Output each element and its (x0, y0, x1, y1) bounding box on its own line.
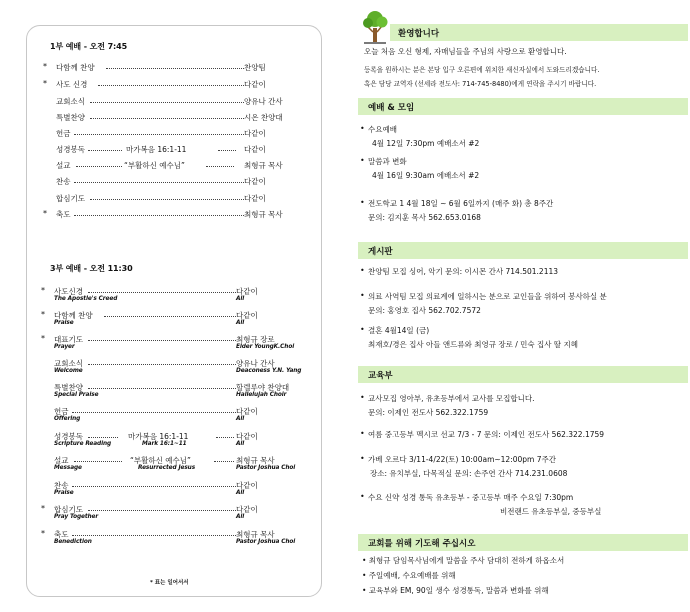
program-label: 설교 (56, 161, 71, 170)
program-value: 시온 찬양대 (244, 113, 283, 122)
program-row (41, 310, 288, 326)
program-value-en: All (236, 490, 245, 496)
first-service-title: 1부 예배 - 오전 7:45 (50, 42, 128, 51)
bullet: • (360, 325, 365, 334)
program-value: 다같이 (236, 287, 258, 296)
program-value: 다같이 (236, 432, 258, 441)
medical-team-recruit: 의료 사역팀 모집 의료계에 일하시는 분으로 교인들을 위하여 봉사하실 분 (368, 292, 607, 301)
leader-dots (88, 150, 122, 151)
bible-reading: 수요 신약 성경 통독 유초등부 - 중고등부 매주 수요일 7:30pm (368, 493, 574, 502)
program-star: * (43, 62, 47, 71)
program-label-en: Pray Together (54, 514, 99, 520)
teacher-recruit: 교사모집 영아부, 유초등부에서 교사를 모집합니다. (368, 394, 535, 403)
word-change-title: 말씀과 변화 (368, 157, 407, 166)
program-label: 사도신경 (54, 287, 83, 296)
gabe-orda-detail: 장소: 유치부실, 다목적실 문의: 손주연 간사 714.231.0608 (370, 469, 568, 478)
program-value: 최형규 목사 (236, 530, 275, 539)
program-value-en: Pastor Joshua Choi (236, 465, 296, 471)
bullet: • (360, 156, 365, 165)
program-row (44, 431, 288, 447)
program-value: 다같이 (244, 145, 266, 154)
program-star: * (41, 529, 45, 538)
program-scripture-en: Resurrected Jesus (138, 465, 196, 471)
leader-dots (104, 316, 236, 317)
program-row (46, 96, 290, 108)
program-row (43, 79, 290, 91)
leader-dots (90, 102, 244, 103)
leader-dots (76, 166, 122, 167)
program-label-en: Message (54, 465, 82, 471)
program-label: 합심기도 (54, 505, 83, 514)
program-row (43, 62, 290, 74)
leader-dots (90, 118, 244, 119)
leader-dots (88, 510, 236, 511)
teacher-recruit-contact: 문의: 이제인 전도사 562.322.1759 (368, 408, 489, 417)
program-star: * (41, 310, 45, 319)
program-value: 다같이 (236, 481, 258, 490)
program-value-en: All (236, 296, 245, 302)
program-row (46, 176, 290, 188)
program-label: 성경봉독 (54, 432, 83, 441)
program-value: 최형규 목사 (236, 456, 275, 465)
program-label: 특별찬양 (56, 113, 85, 122)
program-star: * (41, 334, 45, 343)
program-value: 최형규 장로 (236, 335, 275, 344)
leader-dots (88, 292, 236, 293)
program-row (46, 112, 290, 124)
leader-dots (74, 461, 122, 462)
leader-dots (72, 412, 236, 413)
program-label: 교회소식 (54, 359, 83, 368)
leader-dots (206, 166, 234, 167)
worship-header: 예배 & 모임 (358, 98, 688, 115)
bullet: • (360, 266, 365, 275)
leader-dots (88, 364, 236, 365)
leader-dots (88, 388, 236, 389)
leader-dots (74, 182, 244, 183)
program-value-en: Deaconess Y.N. Yang (236, 368, 302, 374)
program-value: 최형규 목사 (244, 210, 283, 219)
program-row (44, 382, 290, 398)
program-row (46, 160, 290, 172)
bullet: • (360, 429, 365, 438)
program-row (44, 480, 288, 496)
bullet: • (360, 454, 365, 463)
leader-dots (216, 437, 234, 438)
program-value: 최형규 목사 (244, 161, 283, 170)
program-scripture: “부활하신 예수님” (130, 456, 191, 465)
program-value-en: All (236, 416, 245, 422)
bullet: • (360, 124, 365, 133)
program-label: 다함께 찬양 (54, 311, 93, 320)
wedding-detail: 최재호/경은 집사 아들 앤드류와 최영규 장로 / 민숙 집사 딸 지혜 (368, 340, 579, 349)
program-scripture-en: Mark 16:1~11 (142, 441, 187, 447)
program-label-en: Prayer (54, 344, 75, 350)
program-value: 양유나 간사 (236, 359, 275, 368)
bullet: • (360, 492, 365, 501)
program-label-en: Benediction (54, 539, 92, 545)
program-value: 다같이 (244, 194, 266, 203)
prayer-item-1: • 최형규 담임목사님에게 말씀을 주사 담대히 전하게 하옵소서 (362, 556, 565, 565)
program-value: 할렐루야 찬양대 (236, 383, 290, 392)
third-service-title: 3부 예배 - 오전 11:30 (50, 264, 133, 273)
mexico-mission: 여름 중고등부 멕시코 선교 7/3 - 7 문의: 이제인 전도사 562.322.1759 (368, 430, 605, 439)
leader-dots (98, 85, 244, 86)
program-row (41, 529, 296, 545)
program-row (41, 504, 288, 520)
standing-note: * 표는 일어서서 (150, 580, 189, 586)
program-label-en: The Apostle's Creed (54, 296, 118, 302)
program-row (44, 455, 296, 471)
program-label: 사도 신경 (56, 80, 88, 89)
program-row (43, 209, 290, 221)
program-value: 다같이 (244, 80, 266, 89)
program-label: 성경봉독 (56, 145, 85, 154)
leader-dots (74, 134, 244, 135)
leader-dots (218, 150, 236, 151)
education-header: 교육부 (358, 366, 688, 383)
program-label-en: Offering (54, 416, 81, 422)
wedding-notice: 결혼 4월14일 (금) (368, 326, 430, 335)
program-value-en: All (236, 441, 245, 447)
bullet: • (360, 291, 365, 300)
medical-team-contact: 문의: 홍영호 집사 562.702.7572 (368, 306, 481, 315)
evangelism-school: 전도학교 1 4월 18일 ~ 6월 6일까지 (매주 화) 총 8주간 (368, 199, 554, 208)
praise-team-recruit: 찬양팀 모집 싱어, 악기 문의: 이시몬 간사 714.501.2113 (368, 267, 559, 276)
program-value: 다같이 (236, 311, 258, 320)
program-row (44, 358, 302, 374)
prayer-item-3: • 교육부와 EM, 90일 생수 성경통독, 말씀과 변화를 위해 (362, 586, 549, 595)
program-scripture: 마가복음 16:1-11 (128, 432, 189, 441)
program-value: 다같이 (236, 407, 258, 416)
welcome-line-3: 혹은 담당 교역자 (선세라 전도사: 714-745-8480)에게 연락을 주시기 바랍니다. (364, 80, 597, 88)
program-star: * (43, 79, 47, 88)
program-row (46, 193, 290, 205)
program-value: 다같이 (236, 505, 258, 514)
leader-dots (90, 199, 244, 200)
welcome-line-2: 등록을 원하시는 분은 본당 입구 오른편에 위치한 새신자실에서 도와드리겠습니다. (364, 66, 600, 74)
program-label-en: Special Praise (54, 392, 99, 398)
program-label: 찬송 (56, 177, 71, 186)
evangelism-contact: 문의: 김지훈 목사 562.653.0168 (368, 213, 481, 222)
program-value-en: Pastor Joshua Choi (236, 539, 296, 545)
prayer-item-2: • 주일예배, 수요예배를 위해 (362, 571, 456, 580)
program-star: * (41, 286, 45, 295)
program-row (41, 334, 295, 350)
program-label: 특별찬양 (54, 383, 83, 392)
leader-dots (106, 68, 244, 69)
program-row (46, 128, 290, 140)
program-value: 찬양팀 (244, 63, 266, 72)
bullet: • (360, 393, 365, 402)
board-header: 게시판 (358, 242, 688, 259)
welcome-line-1: 오늘 처음 오신 형제, 자매님들을 주님의 사랑으로 환영합니다. (364, 47, 567, 56)
program-label: 대표기도 (54, 335, 83, 344)
prayer-header: 교회를 위해 기도해 주십시오 (358, 534, 688, 551)
program-label: 축도 (54, 530, 69, 539)
program-label: 설교 (54, 456, 69, 465)
leader-dots (88, 340, 236, 341)
program-label-en: Welcome (54, 368, 83, 374)
leader-dots (72, 486, 236, 487)
tree-icon (362, 10, 388, 44)
leader-dots (214, 461, 234, 462)
gabe-orda: 가베 오르다 3/11-4/22(토) 10:00am~12:00pm 7주간 (368, 455, 556, 464)
program-scripture: 마가복음 16:1-11 (126, 145, 187, 154)
program-label: 찬송 (54, 481, 69, 490)
program-value-en: Elder YoungK.Choi (236, 344, 295, 350)
word-change-detail: 4월 16일 9:30am 에배소서 #2 (372, 171, 480, 180)
leader-dots (88, 437, 118, 438)
program-row (44, 406, 288, 422)
program-label-en: Praise (54, 490, 74, 496)
program-value: 양유나 간사 (244, 97, 283, 106)
program-scripture: “부활하신 예수님” (124, 161, 185, 170)
program-value: 다같이 (244, 177, 266, 186)
program-value-en: Hallelujah Choir (236, 392, 287, 398)
welcome-header: 환영합니다 (390, 24, 688, 41)
wed-service-title: 수요예배 (368, 125, 397, 134)
program-label: 다함께 찬양 (56, 63, 95, 72)
program-label: 합심기도 (56, 194, 85, 203)
wed-service-detail: 4월 12일 7:30pm 예배소서 #2 (372, 139, 480, 148)
bullet: • (360, 198, 365, 207)
bible-reading-detail: 비전랜드 유초등부실, 중등부실 (500, 507, 602, 516)
program-row (46, 144, 290, 156)
leader-dots (72, 535, 236, 536)
program-label-en: Scripture Reading (54, 441, 112, 447)
program-row (41, 286, 288, 302)
program-star: * (41, 504, 45, 513)
program-label: 헌금 (54, 407, 69, 416)
program-label: 교회소식 (56, 97, 85, 106)
program-star: * (43, 209, 47, 218)
program-value-en: All (236, 514, 245, 520)
program-label: 축도 (56, 210, 71, 219)
program-label: 헌금 (56, 129, 71, 138)
program-value: 다같이 (244, 129, 266, 138)
leader-dots (74, 215, 244, 216)
program-label-en: Praise (54, 320, 74, 326)
program-value-en: All (236, 320, 245, 326)
